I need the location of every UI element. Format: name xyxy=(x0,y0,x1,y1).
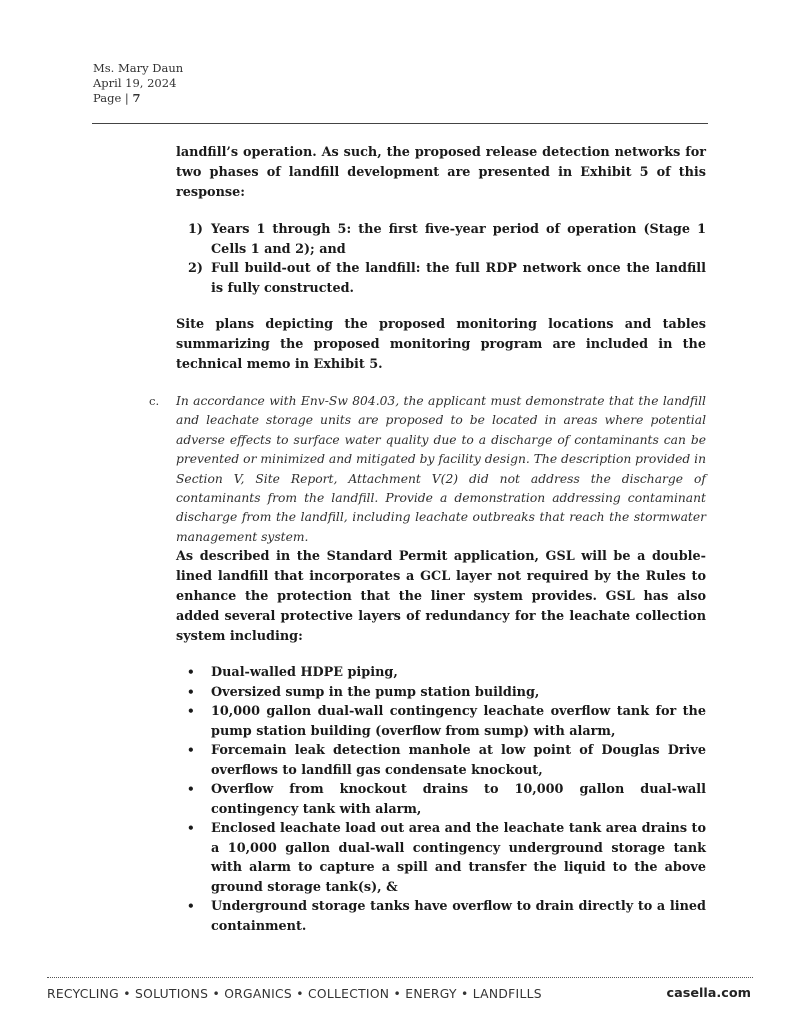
redundancy-list xyxy=(176,663,706,936)
footer-tagline: RECYCLING • SOLUTIONS • ORGANICS • COLLECTION • ENERGY • LANDFILLS xyxy=(47,987,542,1001)
site-plans-paragraph: Site plans depicting the proposed monitoring locations and tables summarizing the proposed monitoring program are included in the technical memo in Exhibit 5. xyxy=(176,317,706,372)
letter-date: April 19, 2024 xyxy=(93,76,177,90)
bullet-text: Dual-walled HDPE piping, xyxy=(211,665,398,681)
list-item xyxy=(176,683,706,703)
bullet-icon: • xyxy=(187,782,195,797)
letter-body xyxy=(149,143,706,936)
bullet-icon: • xyxy=(187,743,195,758)
recipient-name: Ms. Mary Daun xyxy=(93,61,184,75)
list-item xyxy=(176,897,706,936)
list-number: 2) xyxy=(188,261,203,276)
list-item xyxy=(176,819,706,897)
list-number: 1) xyxy=(188,222,203,237)
phases-list xyxy=(176,220,706,298)
bullet-icon: • xyxy=(187,899,195,914)
page-label: Page | xyxy=(93,91,133,105)
list-item xyxy=(176,220,706,259)
bullet-icon: • xyxy=(187,684,195,699)
bullet-icon: • xyxy=(187,821,195,836)
list-item xyxy=(176,259,706,298)
bullet-text: 10,000 gallon dual-wall contingency leachate overflow tank for the pump station building (overflow from sump) with alarm, xyxy=(211,704,706,739)
list-item-text: Years 1 through 5: the first five-year period of operation (Stage 1 Cells 1 and 2); and xyxy=(211,222,706,257)
list-item xyxy=(176,741,706,780)
bullet-icon: • xyxy=(187,704,195,719)
response-paragraph: As described in the Standard Permit application, GSL will be a double-lined landfill that incorporates a GCL layer not required by the Rules to enhance the protection that the liner system provides. GSL has also added several protective layers of redundancy for the leachate collection system including: xyxy=(176,549,706,645)
bullet-text: Enclosed leachate load out area and the leachate tank area drains to a 10,000 gallon dual-wall contingency underground storage tank with alarm to capture a spill and transfer the liquid to the above ground storage tank(s), & xyxy=(211,821,706,895)
bullet-text: Oversized sump in the pump station building, xyxy=(211,684,540,700)
list-item-text: Full build-out of the landfill: the full RDP network once the landfill is fully constructed. xyxy=(211,261,706,296)
footer-divider xyxy=(47,977,753,978)
list-item xyxy=(176,663,706,683)
page-number: 7 xyxy=(132,91,141,105)
page-indicator xyxy=(93,91,183,106)
letter-header xyxy=(93,61,183,106)
bullet-text: Overflow from knockout drains to 10,000 gallon dual-wall contingency tank with alarm, xyxy=(211,782,706,817)
bullet-text: Forcemain leak detection manhole at low point of Douglas Drive overflows to landfill gas condensate knockout, xyxy=(211,743,706,778)
bullet-text: Underground storage tanks have overflow to drain directly to a lined containment. xyxy=(211,899,706,934)
list-item xyxy=(176,702,706,741)
comment-marker: c. xyxy=(149,394,160,408)
list-item xyxy=(176,780,706,819)
bullet-icon: • xyxy=(187,665,195,680)
header-divider xyxy=(92,123,708,124)
comment-c xyxy=(149,392,706,547)
footer-website-link[interactable]: casella.com xyxy=(666,986,751,1001)
comment-text: In accordance with Env-Sw 804.03, the applicant must demonstrate that the landfill and leachate storage units are proposed to be located in areas where potential adverse effects to surface water quality due to a discharge of contaminants can be prevented or minimized and mitigated by facility design. The description provided in Section V, Site Report, Attachment V(2) did not address the discharge of contaminants from the landfill. Provide a demonstration addressing contaminant discharge from the landfill, including leachate outbreaks that reach the stormwater management system. xyxy=(176,394,706,544)
intro-paragraph: landfill’s operation. As such, the proposed release detection networks for two phases of landfill development are presented in Exhibit 5 of this response: xyxy=(176,145,706,200)
